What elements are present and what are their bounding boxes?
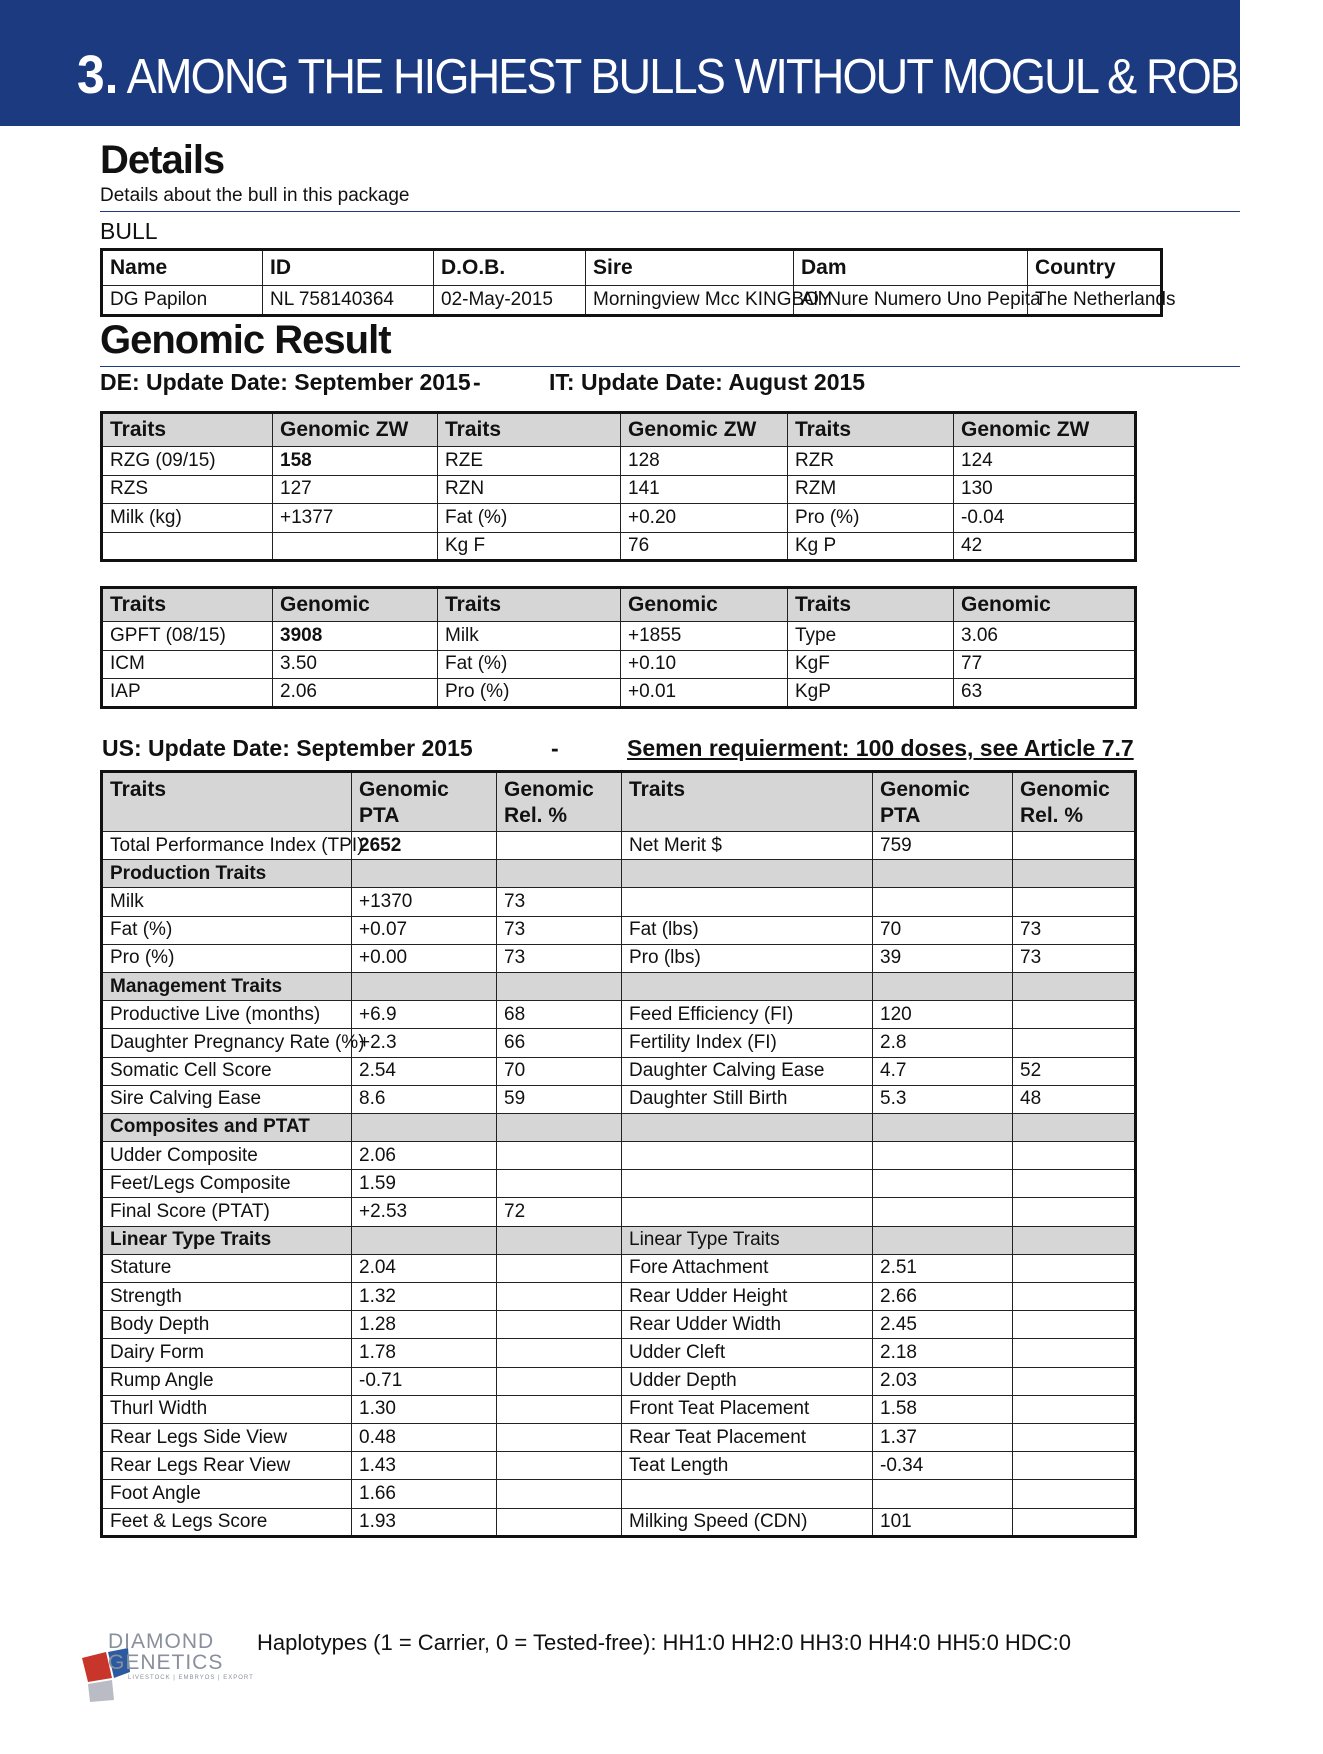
column-header: Genomic ZW (954, 413, 1136, 447)
us-update-date: US: Update Date: September 2015 (102, 735, 473, 761)
table-cell (622, 1113, 873, 1141)
table-row (102, 916, 1136, 944)
table-cell: 1.30 (352, 1395, 497, 1423)
table-cell (1013, 1508, 1136, 1536)
table-cell: Fat (lbs) (622, 916, 873, 944)
table-cell (1013, 1311, 1136, 1339)
table-row (102, 944, 1136, 972)
table-row (102, 532, 1136, 561)
table-cell: Strength (102, 1283, 352, 1311)
table-cell (1013, 1226, 1136, 1254)
table-cell: 2652 (352, 832, 497, 860)
table-cell: 2.54 (352, 1057, 497, 1085)
table-cell: 1.43 (352, 1452, 497, 1480)
table-cell: Dairy Form (102, 1339, 352, 1367)
table-cell (873, 1480, 1013, 1508)
us-table-header (102, 772, 1136, 832)
table-cell: Final Score (PTAT) (102, 1198, 352, 1226)
table-cell: Feet/Legs Composite (102, 1170, 352, 1198)
bull-row (102, 286, 1162, 316)
table-row (102, 832, 1136, 860)
table-cell: Body Depth (102, 1311, 352, 1339)
semen-requirement: Semen requierment: 100 doses, see Article 7.7 (627, 735, 1134, 761)
table-cell: Daughter Still Birth (622, 1085, 873, 1113)
table-cell: 120 (873, 1001, 1013, 1029)
table-cell: ICM (102, 650, 273, 679)
table-row (102, 1480, 1136, 1508)
table-row (102, 972, 1136, 1000)
table-cell: 2.66 (873, 1283, 1013, 1311)
table-row (102, 622, 1136, 651)
table-row (102, 888, 1136, 916)
bull-table (100, 248, 1176, 317)
table-row (102, 1254, 1136, 1282)
column-header: Genomic (954, 588, 1136, 622)
table-cell: Composites and PTAT (102, 1113, 352, 1141)
haplotypes: Haplotypes (1 = Carrier, 0 = Tested-free): HH1:0 HH2:0 HH3:0 HH4:0 HH5:0 HDC:0 (257, 1630, 1071, 1655)
bull-sire: Morningview Mcc KINGBOY (586, 286, 794, 316)
table-cell: 2.03 (873, 1367, 1013, 1395)
table-cell: Sire Calving Ease (102, 1085, 352, 1113)
table-cell (1013, 1029, 1136, 1057)
de-genomic-table (100, 411, 1137, 562)
table-cell (622, 888, 873, 916)
table-cell: RZR (788, 447, 954, 476)
table-row (102, 504, 1136, 533)
table-cell: 73 (497, 888, 622, 916)
table-cell (497, 1311, 622, 1339)
table-cell: 77 (954, 650, 1136, 679)
table-cell: 1.66 (352, 1480, 497, 1508)
table-cell: -0.71 (352, 1367, 497, 1395)
table-cell: Pro (%) (438, 679, 621, 708)
table-row (102, 1085, 1136, 1113)
table-cell: 42 (954, 532, 1136, 561)
table-cell: 2.04 (352, 1254, 497, 1282)
table-cell: Thurl Width (102, 1395, 352, 1423)
page-title (77, 44, 1323, 106)
table-cell (622, 1198, 873, 1226)
table-row (102, 1367, 1136, 1395)
table-cell: 73 (497, 944, 622, 972)
table-cell: 72 (497, 1198, 622, 1226)
table-cell (1013, 972, 1136, 1000)
bull-country: The Netherlands (1028, 286, 1162, 316)
table-cell: Rear Legs Rear View (102, 1452, 352, 1480)
table-cell (622, 1170, 873, 1198)
table-cell (497, 1367, 622, 1395)
table-cell: +2.3 (352, 1029, 497, 1057)
table-cell: 73 (1013, 944, 1136, 972)
bull-label: BULL (100, 218, 158, 244)
table-cell (497, 1452, 622, 1480)
table-row (102, 1508, 1136, 1536)
table-cell: 73 (1013, 916, 1136, 944)
table-cell: Udder Cleft (622, 1339, 873, 1367)
table-cell: Stature (102, 1254, 352, 1282)
table-cell: RZG (09/15) (102, 447, 273, 476)
table-cell: 4.7 (873, 1057, 1013, 1085)
table-cell: RZE (438, 447, 621, 476)
column-header: Traits (102, 413, 273, 447)
table-cell (873, 1170, 1013, 1198)
table-cell: Pro (lbs) (622, 944, 873, 972)
table-cell: 2.06 (273, 679, 438, 708)
table-cell (1013, 888, 1136, 916)
logo-text: GENETICS (108, 1651, 224, 1674)
table-cell (497, 1170, 622, 1198)
column-header: Country (1028, 250, 1162, 286)
table-cell: +1370 (352, 888, 497, 916)
table-cell (873, 1198, 1013, 1226)
table-cell: 3.06 (954, 622, 1136, 651)
table-cell: 1.93 (352, 1508, 497, 1536)
table-cell: Udder Composite (102, 1142, 352, 1170)
table-cell: +0.00 (352, 944, 497, 972)
table-cell (352, 860, 497, 888)
table-cell: -0.04 (954, 504, 1136, 533)
table-cell: 5.3 (873, 1085, 1013, 1113)
table-cell: 130 (954, 475, 1136, 504)
table-cell: Net Merit $ (622, 832, 873, 860)
table-cell (1013, 1480, 1136, 1508)
table-cell: 63 (954, 679, 1136, 708)
table-cell: 2.06 (352, 1142, 497, 1170)
de-update-date: DE: Update Date: September 2015 (100, 369, 471, 395)
table-cell (1013, 1113, 1136, 1141)
table-cell: GPFT (08/15) (102, 622, 273, 651)
table-cell: 759 (873, 832, 1013, 860)
de-table-header (102, 413, 1136, 447)
details-heading: Details (100, 138, 225, 182)
table-cell: +0.01 (621, 679, 788, 708)
table-cell: IAP (102, 679, 273, 708)
column-header: Traits (438, 413, 621, 447)
table-cell (1013, 1367, 1136, 1395)
column-header: Traits (622, 772, 873, 832)
column-header: D.O.B. (434, 250, 586, 286)
table-row (102, 1311, 1136, 1339)
table-cell: Daughter Calving Ease (622, 1057, 873, 1085)
column-header: Genomic Rel. % (1013, 772, 1136, 832)
table-cell: 101 (873, 1508, 1013, 1536)
table-cell: Pro (%) (102, 944, 352, 972)
section-title: AMONG THE HIGHEST BULLS WITHOUT MOGUL & ROBUST (126, 50, 1323, 104)
table-row (102, 1170, 1136, 1198)
table-row (102, 1198, 1136, 1226)
table-cell: Udder Depth (622, 1367, 873, 1395)
table-row (102, 447, 1136, 476)
table-cell (873, 860, 1013, 888)
table-cell: Front Teat Placement (622, 1395, 873, 1423)
table-cell: -0.34 (873, 1452, 1013, 1480)
divider (100, 366, 1240, 367)
table-cell: Production Traits (102, 860, 352, 888)
table-cell: +0.10 (621, 650, 788, 679)
table-cell (1013, 832, 1136, 860)
details-subtitle: Details about the bull in this package (100, 185, 410, 206)
table-row (102, 1113, 1136, 1141)
table-row (102, 679, 1136, 708)
table-cell (1013, 1254, 1136, 1282)
table-cell (497, 1283, 622, 1311)
table-cell: Rear Teat Placement (622, 1423, 873, 1451)
column-header: Genomic (621, 588, 788, 622)
table-cell (1013, 1423, 1136, 1451)
logo-grey-shape (88, 1680, 114, 1702)
table-cell: 70 (873, 916, 1013, 944)
table-cell: 73 (497, 916, 622, 944)
table-cell: Foot Angle (102, 1480, 352, 1508)
table-cell: 2.51 (873, 1254, 1013, 1282)
table-cell: RZS (102, 475, 273, 504)
table-cell: Feet & Legs Score (102, 1508, 352, 1536)
table-cell: +1377 (273, 504, 438, 533)
table-cell: 66 (497, 1029, 622, 1057)
table-cell: 158 (273, 447, 438, 476)
bull-dob: 02-May-2015 (434, 286, 586, 316)
table-cell (622, 1142, 873, 1170)
table-cell (497, 1395, 622, 1423)
table-cell: Linear Type Traits (102, 1226, 352, 1254)
column-header: Genomic Rel. % (497, 772, 622, 832)
column-header: Traits (438, 588, 621, 622)
table-cell: 141 (621, 475, 788, 504)
table-cell: 52 (1013, 1057, 1136, 1085)
table-cell: 1.59 (352, 1170, 497, 1198)
table-cell (352, 1226, 497, 1254)
table-cell: +6.9 (352, 1001, 497, 1029)
table-cell: KgP (788, 679, 954, 708)
table-cell (1013, 1283, 1136, 1311)
column-header: Genomic (273, 588, 438, 622)
table-cell (352, 972, 497, 1000)
table-cell: 59 (497, 1085, 622, 1113)
table-cell: Productive Live (months) (102, 1001, 352, 1029)
genomic-heading: Genomic Result (100, 318, 391, 362)
table-cell: Milk (kg) (102, 504, 273, 533)
table-cell (873, 972, 1013, 1000)
table-cell: +0.07 (352, 916, 497, 944)
table-cell (873, 888, 1013, 916)
table-cell (622, 860, 873, 888)
dash: - (551, 735, 559, 761)
table-cell: Kg F (438, 532, 621, 561)
table-cell (497, 1508, 622, 1536)
column-header: Dam (794, 250, 1028, 286)
it-genomic-table (100, 586, 1137, 709)
bull-id: NL 758140364 (263, 286, 434, 316)
table-cell (497, 1113, 622, 1141)
table-cell: Milk (438, 622, 621, 651)
table-row (102, 1142, 1136, 1170)
table-cell (1013, 1395, 1136, 1423)
table-cell (622, 1480, 873, 1508)
table-cell (497, 1254, 622, 1282)
table-cell (1013, 1198, 1136, 1226)
table-cell (1013, 1170, 1136, 1198)
table-cell: 2.18 (873, 1339, 1013, 1367)
table-row (102, 1057, 1136, 1085)
table-cell (497, 1480, 622, 1508)
table-cell: 1.78 (352, 1339, 497, 1367)
table-cell: 8.6 (352, 1085, 497, 1113)
column-header: Name (102, 250, 263, 286)
table-cell: 39 (873, 944, 1013, 972)
table-cell: RZM (788, 475, 954, 504)
us-genomic-table (100, 770, 1137, 1538)
table-cell: Fertility Index (FI) (622, 1029, 873, 1057)
table-cell: 3908 (273, 622, 438, 651)
table-cell: 2.8 (873, 1029, 1013, 1057)
column-header: Traits (102, 772, 352, 832)
table-cell: 124 (954, 447, 1136, 476)
column-header: Traits (102, 588, 273, 622)
table-row (102, 650, 1136, 679)
table-cell: 1.37 (873, 1423, 1013, 1451)
it-table-header (102, 588, 1136, 622)
column-header: Genomic PTA (873, 772, 1013, 832)
table-cell: Linear Type Traits (622, 1226, 873, 1254)
divider (100, 211, 1240, 212)
table-row (102, 475, 1136, 504)
table-cell (1013, 1339, 1136, 1367)
logo-tagline: LIVESTOCK | EMBRYOS | EXPORT (128, 1675, 254, 1681)
table-cell (497, 972, 622, 1000)
table-cell: 128 (621, 447, 788, 476)
table-cell: Rump Angle (102, 1367, 352, 1395)
table-row (102, 1423, 1136, 1451)
table-cell: 127 (273, 475, 438, 504)
table-cell: RZN (438, 475, 621, 504)
table-cell (497, 832, 622, 860)
table-cell: 68 (497, 1001, 622, 1029)
table-cell: Fore Attachment (622, 1254, 873, 1282)
table-cell: Teat Length (622, 1452, 873, 1480)
header-banner (0, 0, 1323, 126)
table-cell (352, 1113, 497, 1141)
table-cell (1013, 1001, 1136, 1029)
table-cell: 3.50 (273, 650, 438, 679)
table-cell: Type (788, 622, 954, 651)
table-cell: 1.28 (352, 1311, 497, 1339)
column-header: Genomic PTA (352, 772, 497, 832)
table-cell: Management Traits (102, 972, 352, 1000)
table-cell (873, 1142, 1013, 1170)
table-cell (1013, 1452, 1136, 1480)
it-update-date: IT: Update Date: August 2015 (549, 369, 866, 395)
table-cell (497, 1142, 622, 1170)
table-cell (497, 1226, 622, 1254)
table-cell: Somatic Cell Score (102, 1057, 352, 1085)
table-cell (497, 1339, 622, 1367)
table-cell (1013, 1142, 1136, 1170)
table-cell: Rear Udder Height (622, 1283, 873, 1311)
bull-table-header (102, 250, 1162, 286)
table-row (102, 1452, 1136, 1480)
table-cell: Fat (%) (102, 916, 352, 944)
table-cell: Fat (%) (438, 504, 621, 533)
table-cell: +0.20 (621, 504, 788, 533)
column-header: Genomic ZW (621, 413, 788, 447)
table-cell (497, 1423, 622, 1451)
table-cell: Milk (102, 888, 352, 916)
table-cell: Milking Speed (CDN) (622, 1508, 873, 1536)
table-cell: Pro (%) (788, 504, 954, 533)
table-cell: 1.58 (873, 1395, 1013, 1423)
column-header: Traits (788, 413, 954, 447)
table-cell: 2.45 (873, 1311, 1013, 1339)
table-cell: Rear Legs Side View (102, 1423, 352, 1451)
column-header: Traits (788, 588, 954, 622)
table-cell: +1855 (621, 622, 788, 651)
table-cell (873, 1113, 1013, 1141)
table-row (102, 1339, 1136, 1367)
table-cell: Total Performance Index (TPI) (102, 832, 352, 860)
column-header: Genomic ZW (273, 413, 438, 447)
table-cell: 1.32 (352, 1283, 497, 1311)
table-row (102, 1001, 1136, 1029)
table-cell (1013, 860, 1136, 888)
table-cell (273, 532, 438, 561)
table-row (102, 1029, 1136, 1057)
table-cell: Rear Udder Width (622, 1311, 873, 1339)
table-cell: 48 (1013, 1085, 1136, 1113)
section-number: 3. (77, 45, 119, 105)
dash: - (473, 369, 481, 395)
column-header: ID (263, 250, 434, 286)
table-cell: +2.53 (352, 1198, 497, 1226)
table-cell (497, 860, 622, 888)
table-cell (102, 532, 273, 561)
table-row (102, 860, 1136, 888)
table-cell: 0.48 (352, 1423, 497, 1451)
table-cell: 70 (497, 1057, 622, 1085)
table-row (102, 1226, 1136, 1254)
table-row (102, 1395, 1136, 1423)
table-cell (873, 1226, 1013, 1254)
table-cell: Kg P (788, 532, 954, 561)
table-cell: KgF (788, 650, 954, 679)
table-cell: Fat (%) (438, 650, 621, 679)
table-cell: 76 (621, 532, 788, 561)
table-row (102, 1283, 1136, 1311)
logo-text: DIAMOND (108, 1630, 215, 1653)
bull-dam: All.Nure Numero Uno Pepita (794, 286, 1028, 316)
bull-name: DG Papilon (102, 286, 263, 316)
column-header: Sire (586, 250, 794, 286)
table-cell (622, 972, 873, 1000)
table-cell: Daughter Pregnancy Rate (%) (102, 1029, 352, 1057)
table-cell: Feed Efficiency (FI) (622, 1001, 873, 1029)
